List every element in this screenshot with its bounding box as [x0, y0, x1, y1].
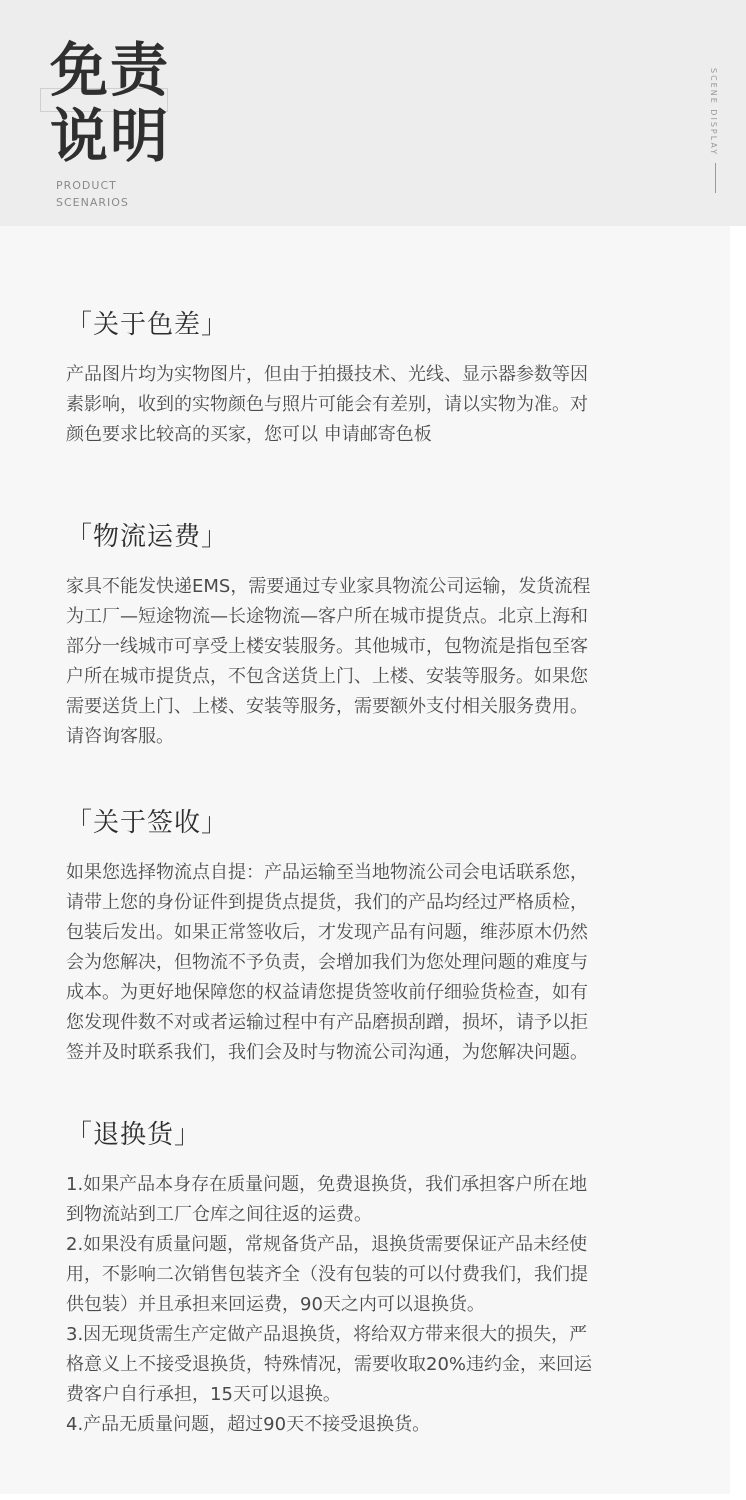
- section-heading: 「关于签收」: [66, 808, 229, 838]
- subtitle-line-1: PRODUCT: [56, 179, 117, 192]
- subtitle-line-2: SCENARIOS: [56, 196, 129, 209]
- section-signing-receipt: [66, 806, 666, 1068]
- header-banner: [0, 0, 746, 226]
- section-body: 1.如果产品本身存在质量问题，免费退换货，我们承担客户所在地 到物流站到工厂仓库之间往返的运费。 2.如果没有质量问题，常规备货产品，退换货需要保证产品未经使 用，不影响二次销售包装齐全（没有包装的可以付费我们，我们提 供包装）并且承担来回运费，90天之内可以退换货。 3.因无现货需生产定做产品退换货，将给双方带来很大的损失，严 格意义上不接受退换货，特殊情况，需要收取20%违约金，来回运 费客户自行承担，15天可以退换。 4.产品无质量问题，超过90天不接受退换货。: [66, 1174, 593, 1435]
- section-color-difference: [66, 308, 666, 450]
- content-panel: [0, 226, 730, 1494]
- section-returns-exchanges: [66, 1118, 666, 1440]
- section-logistics-shipping: [66, 520, 666, 752]
- section-heading: 「物流运费」: [66, 522, 229, 552]
- vertical-label: SCENE DISPLAY: [709, 68, 718, 157]
- vertical-divider: [715, 163, 716, 193]
- section-body: 产品图片均为实物图片，但由于拍摄技术、光线、显示器参数等因 素影响，收到的实物颜色与照片可能会有差别，请以实物为准。对 颜色要求比较高的买家，您可以 申请邮寄色板: [66, 364, 588, 445]
- section-heading: 「关于色差」: [66, 310, 229, 340]
- section-body: 家具不能发快递EMS，需要通过专业家具物流公司运输，发货流程 为工厂—短途物流—长途物流—客户所在城市提货点。北京上海和 部分一线城市可享受上楼安装服务。其他城市，包物流是指包至客 户所在城市提货点，不包含送货上门、上楼、安装等服务。如果您 需要送货上门、上楼、安装等服务，需要额外支付相关服务费用。 请咨询客服。: [66, 576, 591, 747]
- section-body: 如果您选择物流点自提：产品运输至当地物流公司会电话联系您， 请带上您的身份证件到提货点提货，我们的产品均经过严格质检， 包装后发出。如果正常签收后，才发现产品有问题，维莎原木仍然 会为您解决，但物流不予负责，会增加我们为您处理问题的难度与 成本。为更好地保障您的权益请您提货签收前仔细验货检查，如有 您发现件数不对或者运输过程中有产品磨损刮蹭，损坏，请予以拒 签并及时联系我们，我们会及时与物流公司沟通，为您解决问题。: [66, 862, 588, 1063]
- page-title-line-2: 说明: [50, 102, 171, 170]
- section-heading: 「退换货」: [66, 1120, 202, 1150]
- page-title-line-1: 免责: [50, 36, 171, 104]
